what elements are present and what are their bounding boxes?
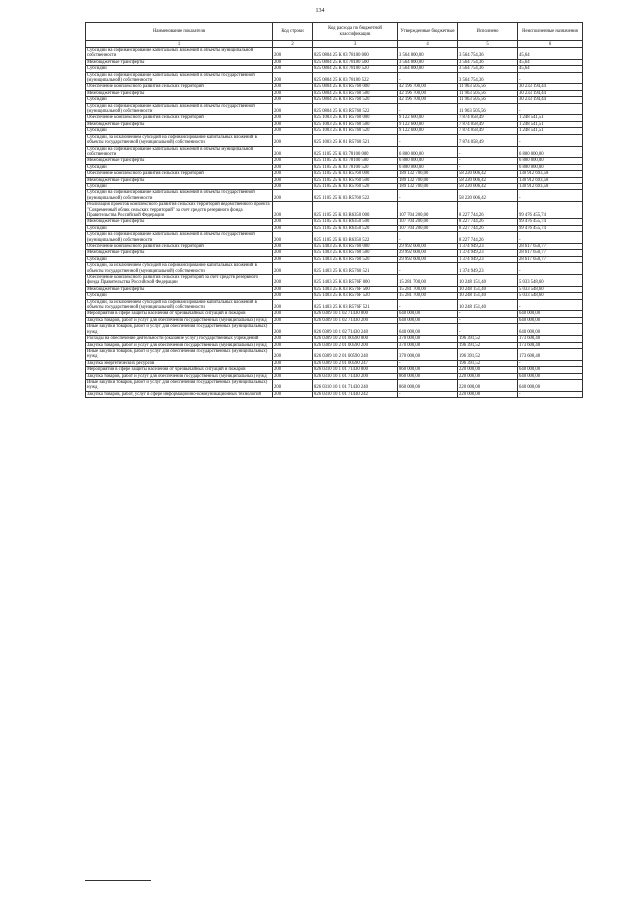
- column-number: 1: [86, 41, 273, 48]
- row-kbk: 825 1105 25 К 03 R6350 000: [313, 202, 398, 219]
- row-name: Субсидии на софинансирование капитальных вложений в объекты государственной (муниципальной) собственности: [86, 190, 273, 202]
- row-executed: 220 000,00: [458, 391, 518, 397]
- row-remaining: 173 608,48: [518, 336, 583, 342]
- row-name: Закупка товаров, работ и услуг для обеспечения государственных (муниципальных) нужд: [86, 317, 273, 323]
- row-line-code: 200: [273, 250, 313, 256]
- row-kbk: 825 1403 25 К 03 R576F 520: [313, 293, 398, 299]
- header-line-code: Код строки: [273, 23, 313, 41]
- row-kbk: 825 1105 25 К 03 78100 500: [313, 158, 398, 164]
- row-approved: 189 132 700,00: [398, 171, 458, 177]
- row-executed: 1 374 949,23: [458, 244, 518, 250]
- row-remaining: 99 476 455,74: [518, 202, 583, 219]
- column-number-row: [86, 41, 583, 48]
- row-executed: -: [458, 324, 518, 336]
- row-kbk: 825 1105 25 К 03 R5760 000: [313, 171, 398, 177]
- row-executed: 10 248 151,40: [458, 293, 518, 299]
- row-name: Межбюджетные трансферты: [86, 219, 273, 225]
- row-kbk: 825 1105 25 К 03 R5760 520: [313, 183, 398, 189]
- row-approved: 9 122 600,00: [398, 121, 458, 127]
- row-kbk: 826 0309 10 2 01 00590 247: [313, 360, 398, 366]
- row-approved: 107 704 200,00: [398, 219, 458, 225]
- row-line-code: 200: [273, 219, 313, 225]
- row-approved: 860 000,00: [398, 379, 458, 391]
- row-approved: 3 564 800,00: [398, 48, 458, 60]
- row-line-code: 200: [273, 244, 313, 250]
- row-name: Закупка товаров, работ, услуг в сфере информационно-коммуникационных технологий: [86, 391, 273, 397]
- row-name: Субсидии на софинансирование капитальных вложений в объекты государственной (муниципальной) собственности: [86, 72, 273, 84]
- row-kbk: 826 0309 10 2 01 00590 240: [313, 348, 398, 360]
- row-line-code: 200: [273, 391, 313, 397]
- row-name: Закупка энергетических ресурсов: [86, 360, 273, 366]
- row-line-code: 200: [273, 121, 313, 127]
- row-remaining: 6 800 000,00: [518, 164, 583, 170]
- row-name: Обеспечение комплексного развития сельских территорий: [86, 84, 273, 90]
- row-kbk: 825 1105 25 К 03 R6350 520: [313, 225, 398, 231]
- table-row: [86, 324, 583, 336]
- row-kbk: 825 1403 25 К 03 R576F 521: [313, 299, 398, 311]
- row-approved: 6 800 000,00: [398, 158, 458, 164]
- row-name: Субсидии, за исключением субсидий на софинансирование капитальных вложений в объекты государственной (муниципальной) собственности: [86, 263, 273, 275]
- row-executed: 10 248 151,40: [458, 286, 518, 292]
- row-executed: 7 874 058,49: [458, 115, 518, 121]
- row-line-code: 200: [273, 90, 313, 96]
- row-executed: 1 374 949,23: [458, 250, 518, 256]
- column-number: 6: [518, 41, 583, 48]
- row-executed: 58 220 006,42: [458, 177, 518, 183]
- row-executed: 220 000,00: [458, 373, 518, 379]
- row-remaining: 45,64: [518, 59, 583, 65]
- row-executed: -: [458, 317, 518, 323]
- row-approved: 189 132 700,00: [398, 177, 458, 183]
- row-name: Межбюджетные трансферты: [86, 90, 273, 96]
- header-approved: Утвержденные бюджетные: [398, 23, 458, 41]
- table-header-row: [86, 23, 583, 41]
- row-line-code: 200: [273, 336, 313, 342]
- row-name: Субсидии на софинансирование капитальных вложений в объекты муниципальной собственности: [86, 146, 273, 158]
- row-approved: -: [398, 299, 458, 311]
- row-executed: 10 248 151,40: [458, 275, 518, 287]
- row-approved: 189 132 700,00: [398, 183, 458, 189]
- row-name: Иные закупки товаров, работ и услуг для обеспечения государственных (муниципальных) нужд: [86, 379, 273, 391]
- row-approved: 640 000,00: [398, 317, 458, 323]
- row-line-code: 200: [273, 225, 313, 231]
- row-executed: 58 220 006,42: [458, 183, 518, 189]
- row-remaining: -: [518, 391, 583, 397]
- row-name: Субсидии: [86, 164, 273, 170]
- row-approved: 29 992 600,00: [398, 256, 458, 262]
- row-approved: 42 196 700,00: [398, 84, 458, 90]
- row-name: Субсидии: [86, 66, 273, 72]
- column-number: 5: [458, 41, 518, 48]
- row-line-code: 200: [273, 324, 313, 336]
- row-kbk: 826 0310 10 1 01 71430 242: [313, 391, 398, 397]
- row-approved: -: [398, 190, 458, 202]
- row-name: Субсидии: [86, 256, 273, 262]
- table-row: [86, 348, 583, 360]
- row-name: Закупка товаров, работ и услуг для обеспечения государственных (муниципальных) нужд: [86, 342, 273, 348]
- row-executed: 220 000,00: [458, 367, 518, 373]
- row-line-code: 200: [273, 59, 313, 65]
- row-remaining: 6 800 000,00: [518, 146, 583, 158]
- row-kbk: 826 0309 10 1 02 71430 000: [313, 311, 398, 317]
- table-row: [86, 275, 583, 287]
- row-line-code: 200: [273, 72, 313, 84]
- row-remaining: 99 476 455,74: [518, 225, 583, 231]
- row-line-code: 200: [273, 342, 313, 348]
- row-remaining: 640 000,00: [518, 324, 583, 336]
- row-remaining: 130 912 693,58: [518, 183, 583, 189]
- row-executed: -: [458, 164, 518, 170]
- row-executed: -: [458, 158, 518, 164]
- row-name: Субсидии: [86, 225, 273, 231]
- row-kbk: 825 0804 25 К 03 78100 000: [313, 48, 398, 60]
- row-executed: 220 000,00: [458, 379, 518, 391]
- row-kbk: 826 0309 10 1 02 71430 200: [313, 317, 398, 323]
- row-remaining: 28 617 650,77: [518, 244, 583, 250]
- row-kbk: 825 1105 25 К 03 78100 520: [313, 164, 398, 170]
- row-remaining: 28 617 650,77: [518, 250, 583, 256]
- row-line-code: 200: [273, 146, 313, 158]
- row-kbk: 825 0804 25 К 03 78100 522: [313, 72, 398, 84]
- row-kbk: 825 1105 25 К 03 R6350 500: [313, 219, 398, 225]
- table-row: [86, 299, 583, 311]
- row-line-code: 200: [273, 128, 313, 134]
- row-name: Субсидии: [86, 183, 273, 189]
- header-kbk: Код расхода по бюджетной классификации: [313, 23, 398, 41]
- row-line-code: 200: [273, 183, 313, 189]
- row-approved: 640 000,00: [398, 324, 458, 336]
- row-name: Межбюджетные трансферты: [86, 177, 273, 183]
- row-approved: -: [398, 391, 458, 397]
- row-remaining: 173 608,48: [518, 342, 583, 348]
- row-executed: 3 564 754,36: [458, 72, 518, 84]
- row-approved: 370 000,00: [398, 348, 458, 360]
- row-executed: 3 564 754,36: [458, 48, 518, 60]
- header-indicator-name: Наименование показателя: [86, 23, 273, 41]
- row-line-code: 200: [273, 171, 313, 177]
- row-kbk: 826 0310 10 1 01 71430 000: [313, 367, 398, 373]
- row-approved: 107 704 200,00: [398, 202, 458, 219]
- row-executed: 1 374 949,23: [458, 256, 518, 262]
- row-approved: 370 000,00: [398, 342, 458, 348]
- row-executed: 8 227 744,26: [458, 219, 518, 225]
- row-name: Субсидии на софинансирование капитальных вложений в объекты государственной (муниципальной) собственности: [86, 103, 273, 115]
- row-approved: 42 196 700,00: [398, 97, 458, 103]
- row-remaining: -: [518, 72, 583, 84]
- row-kbk: 825 1003 25 К 01 R5760 520: [313, 128, 398, 134]
- row-line-code: 200: [273, 379, 313, 391]
- row-approved: 29 992 600,00: [398, 244, 458, 250]
- row-executed: 196 391,52: [458, 360, 518, 366]
- row-remaining: 640 000,00: [518, 373, 583, 379]
- row-line-code: 200: [273, 275, 313, 287]
- table-body: [86, 48, 583, 398]
- row-name: Субсидии, за исключением субсидий на софинансирование капитальных вложений в объекты государственной (муниципальной) собственности: [86, 299, 273, 311]
- table-row: [86, 379, 583, 391]
- row-remaining: -: [518, 190, 583, 202]
- row-kbk: 825 0804 25 К 03 R5760 000: [313, 84, 398, 90]
- row-name: Субсидии на софинансирование капитальных вложений в объекты муниципальной собственности: [86, 48, 273, 60]
- row-line-code: 200: [273, 299, 313, 311]
- row-remaining: 30 233 194,44: [518, 90, 583, 96]
- row-approved: -: [398, 72, 458, 84]
- row-executed: 7 874 058,49: [458, 128, 518, 134]
- row-approved: -: [398, 232, 458, 244]
- row-approved: 29 992 600,00: [398, 250, 458, 256]
- row-remaining: -: [518, 232, 583, 244]
- row-line-code: 200: [273, 103, 313, 115]
- row-executed: 196 391,52: [458, 336, 518, 342]
- table-row: [86, 103, 583, 115]
- row-executed: 7 874 058,49: [458, 134, 518, 146]
- row-line-code: 200: [273, 164, 313, 170]
- row-line-code: 200: [273, 158, 313, 164]
- row-remaining: 6 800 000,00: [518, 158, 583, 164]
- column-number: 4: [398, 41, 458, 48]
- row-remaining: 173 608,48: [518, 348, 583, 360]
- row-remaining: 45,64: [518, 66, 583, 72]
- row-name: Межбюджетные трансферты: [86, 286, 273, 292]
- row-name: Субсидии на софинансирование капитальных вложений в объекты государственной (муниципальной) собственности: [86, 232, 273, 244]
- row-line-code: 200: [273, 97, 313, 103]
- row-kbk: 825 1003 25 К 01 R5760 521: [313, 134, 398, 146]
- row-name: Субсидии: [86, 293, 273, 299]
- row-kbk: 826 0309 10 2 01 00590 200: [313, 342, 398, 348]
- row-executed: 11 963 505,56: [458, 90, 518, 96]
- row-remaining: 130 912 693,58: [518, 171, 583, 177]
- table-row: [86, 190, 583, 202]
- row-name: Субсидии: [86, 97, 273, 103]
- row-executed: 196 391,52: [458, 348, 518, 360]
- row-executed: 58 220 006,42: [458, 190, 518, 202]
- row-line-code: 200: [273, 367, 313, 373]
- row-kbk: 825 1403 25 К 03 R576F 500: [313, 286, 398, 292]
- row-approved: 15 281 700,00: [398, 293, 458, 299]
- row-approved: 15 281 700,00: [398, 286, 458, 292]
- row-line-code: 200: [273, 66, 313, 72]
- row-approved: 9 122 600,00: [398, 128, 458, 134]
- row-line-code: 200: [273, 115, 313, 121]
- row-approved: 860 000,00: [398, 367, 458, 373]
- row-remaining: 30 233 194,44: [518, 84, 583, 90]
- row-remaining: 5 033 548,60: [518, 286, 583, 292]
- row-approved: 6 800 000,00: [398, 164, 458, 170]
- row-approved: 6 800 000,00: [398, 146, 458, 158]
- row-executed: 3 564 754,36: [458, 66, 518, 72]
- row-remaining: 640 000,00: [518, 311, 583, 317]
- row-kbk: 825 0804 25 К 03 R5760 522: [313, 103, 398, 115]
- table-row: [86, 202, 583, 219]
- row-approved: -: [398, 263, 458, 275]
- row-name: Межбюджетные трансферты: [86, 121, 273, 127]
- row-executed: 58 220 006,42: [458, 171, 518, 177]
- table-row: [86, 72, 583, 84]
- table-row: [86, 232, 583, 244]
- row-approved: 9 122 600,00: [398, 115, 458, 121]
- header-remaining: Неисполненные назначения: [518, 23, 583, 41]
- table-row: [86, 146, 583, 158]
- column-number: 3: [313, 41, 398, 48]
- row-name: Обеспечение комплексного развития сельских территорий за счет средств резервного фонда Правительства Российской Федерации: [86, 275, 273, 287]
- row-line-code: 200: [273, 256, 313, 262]
- row-kbk: 825 0804 25 К 03 R5760 500: [313, 90, 398, 96]
- row-line-code: 200: [273, 348, 313, 360]
- row-line-code: 200: [273, 317, 313, 323]
- row-kbk: 825 1105 25 К 03 R6350 522: [313, 232, 398, 244]
- table-row: [86, 263, 583, 275]
- row-remaining: 99 476 455,74: [518, 219, 583, 225]
- row-executed: -: [458, 311, 518, 317]
- row-remaining: 30 233 194,44: [518, 97, 583, 103]
- row-executed: 11 963 505,56: [458, 103, 518, 115]
- table-row: [86, 391, 583, 397]
- row-executed: -: [458, 146, 518, 158]
- row-name: Обеспечение комплексного развития сельских территорий: [86, 115, 273, 121]
- row-kbk: 825 1003 25 К 01 R5760 000: [313, 115, 398, 121]
- row-line-code: 200: [273, 190, 313, 202]
- row-executed: 10 248 151,40: [458, 299, 518, 311]
- row-kbk: 826 0309 10 2 01 00590 000: [313, 336, 398, 342]
- row-name: Иные закупки товаров, работ и услуг для обеспечения государственных (муниципальных) нужд: [86, 324, 273, 336]
- row-kbk: 825 1105 25 К 03 78100 000: [313, 146, 398, 158]
- row-kbk: 825 0804 25 К 03 78100 520: [313, 66, 398, 72]
- budget-execution-table: [85, 22, 583, 398]
- row-executed: 196 391,52: [458, 342, 518, 348]
- row-remaining: 640 000,00: [518, 367, 583, 373]
- row-kbk: 826 0310 10 1 01 71430 200: [313, 373, 398, 379]
- page-number: 134: [315, 8, 325, 14]
- row-line-code: 200: [273, 48, 313, 60]
- row-remaining: 1 248 541,51: [518, 121, 583, 127]
- row-name: Расходы на обеспечение деятельности (оказание услуг) государственных учреждений: [86, 336, 273, 342]
- row-executed: 8 227 744,26: [458, 225, 518, 231]
- row-line-code: 200: [273, 360, 313, 366]
- row-remaining: -: [518, 299, 583, 311]
- row-executed: 3 564 754,36: [458, 59, 518, 65]
- row-executed: 11 963 505,56: [458, 84, 518, 90]
- row-executed: 11 963 505,56: [458, 97, 518, 103]
- row-remaining: -: [518, 263, 583, 275]
- row-kbk: 826 0309 10 1 02 71430 240: [313, 324, 398, 336]
- row-line-code: 200: [273, 293, 313, 299]
- row-name: Межбюджетные трансферты: [86, 250, 273, 256]
- row-approved: 640 000,00: [398, 311, 458, 317]
- row-name: Мероприятия в сфере защиты населения от чрезвычайных ситуаций и пожаров: [86, 367, 273, 373]
- row-kbk: 825 1403 25 К 03 R5760 500: [313, 250, 398, 256]
- row-kbk: 825 0804 25 К 03 R5760 520: [313, 97, 398, 103]
- footer-divider: [85, 880, 151, 881]
- row-executed: 8 227 744,26: [458, 202, 518, 219]
- row-kbk: 825 1403 25 К 03 R5760 000: [313, 244, 398, 250]
- row-name: Обеспечение комплексного развития сельских территорий: [86, 171, 273, 177]
- row-remaining: 640 000,00: [518, 317, 583, 323]
- row-remaining: 5 033 548,60: [518, 275, 583, 287]
- row-name: Субсидии, за исключением субсидий на софинансирование капитальных вложений в объекты государственной (муниципальной) собственности: [86, 134, 273, 146]
- row-approved: 42 196 700,00: [398, 90, 458, 96]
- row-remaining: -: [518, 103, 583, 115]
- row-remaining: 130 912 693,58: [518, 177, 583, 183]
- row-name: Обеспечение комплексного развития сельских территорий: [86, 244, 273, 250]
- row-line-code: 200: [273, 202, 313, 219]
- row-name: Субсидии: [86, 128, 273, 134]
- row-name: Межбюджетные трансферты: [86, 59, 273, 65]
- table-row: [86, 48, 583, 60]
- row-name: Реализация проектов комплексного развития сельских территорий ведомственного проекта "Современный облик сельских территорий" за счет средств резервного фонда Правительства Российской Федерации: [86, 202, 273, 219]
- row-remaining: 1 248 541,51: [518, 128, 583, 134]
- row-name: Мероприятия в сфере защиты населения от чрезвычайных ситуаций и пожаров: [86, 311, 273, 317]
- row-remaining: -: [518, 134, 583, 146]
- row-approved: -: [398, 103, 458, 115]
- row-executed: 7 874 058,49: [458, 121, 518, 127]
- row-kbk: 826 0310 10 1 01 71430 240: [313, 379, 398, 391]
- row-name: Межбюджетные трансферты: [86, 158, 273, 164]
- row-name: Закупка товаров, работ и услуг для обеспечения государственных (муниципальных) нужд: [86, 373, 273, 379]
- row-remaining: 640 000,00: [518, 379, 583, 391]
- row-kbk: 825 1403 25 К 03 R5760 521: [313, 263, 398, 275]
- row-kbk: 825 1403 25 К 03 R576F 000: [313, 275, 398, 287]
- header-executed: Исполнено: [458, 23, 518, 41]
- row-executed: 1 374 949,23: [458, 263, 518, 275]
- row-remaining: -: [518, 360, 583, 366]
- row-approved: 860 000,00: [398, 373, 458, 379]
- row-remaining: 5 033 548,60: [518, 293, 583, 299]
- column-number: 2: [273, 41, 313, 48]
- row-line-code: 200: [273, 311, 313, 317]
- row-kbk: 825 1105 25 К 03 R5760 500: [313, 177, 398, 183]
- row-approved: -: [398, 134, 458, 146]
- row-line-code: 200: [273, 263, 313, 275]
- row-approved: 3 564 800,00: [398, 59, 458, 65]
- row-line-code: 200: [273, 286, 313, 292]
- table-row: [86, 134, 583, 146]
- row-approved: 370 000,00: [398, 336, 458, 342]
- row-executed: 8 227 744,26: [458, 232, 518, 244]
- row-remaining: 28 617 650,77: [518, 256, 583, 262]
- row-line-code: 200: [273, 84, 313, 90]
- row-line-code: 200: [273, 373, 313, 379]
- row-line-code: 200: [273, 232, 313, 244]
- row-kbk: 825 0804 25 К 03 78100 500: [313, 59, 398, 65]
- row-line-code: 200: [273, 177, 313, 183]
- row-remaining: 1 248 541,51: [518, 115, 583, 121]
- row-approved: -: [398, 360, 458, 366]
- row-kbk: 825 1403 25 К 03 R5760 520: [313, 256, 398, 262]
- row-line-code: 200: [273, 134, 313, 146]
- row-approved: 15 281 700,00: [398, 275, 458, 287]
- row-approved: 3 564 800,00: [398, 66, 458, 72]
- row-kbk: 825 1105 25 К 03 R5760 522: [313, 190, 398, 202]
- row-approved: 107 704 200,00: [398, 225, 458, 231]
- row-remaining: 45,64: [518, 48, 583, 60]
- row-kbk: 825 1003 25 К 01 R5760 500: [313, 121, 398, 127]
- row-name: Иные закупки товаров, работ и услуг для обеспечения государственных (муниципальных) нужд: [86, 348, 273, 360]
